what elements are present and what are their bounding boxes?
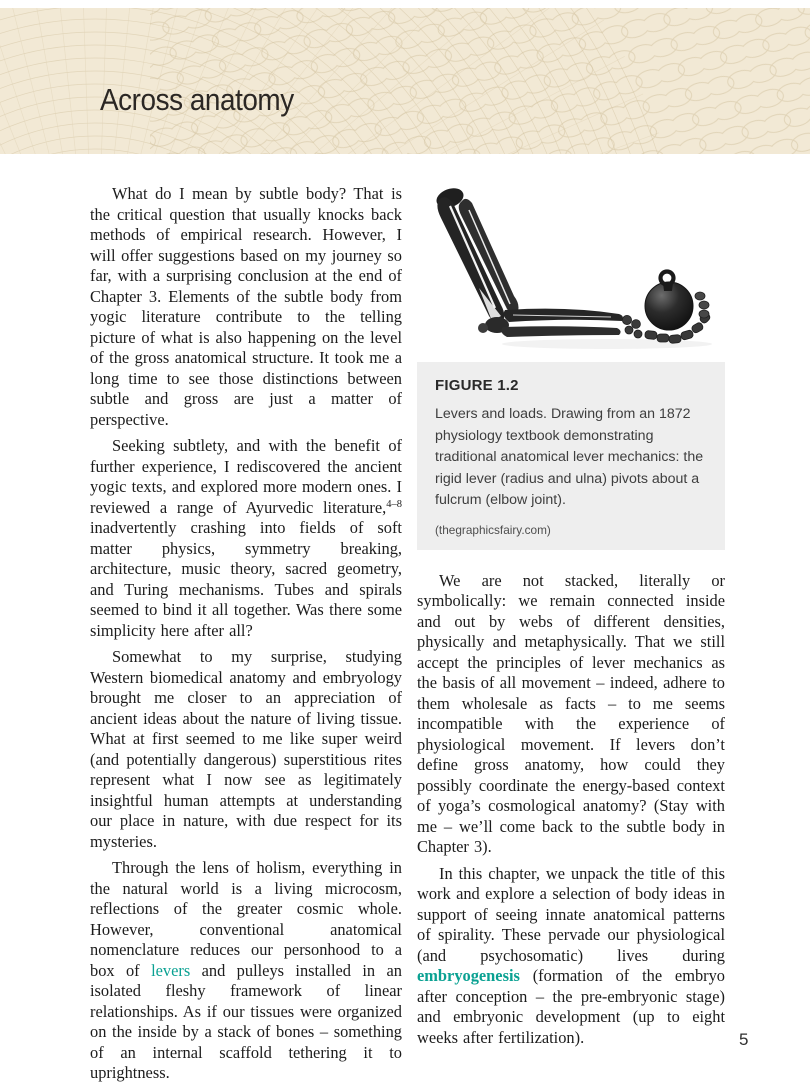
paragraph-text: and pulleys installed in an isolated fleshy framework of linear relationships. As if our tissues were organized on the inside by a stack of bones – something of an internal scaffold tethering it to uprightness. xyxy=(90,960,402,1082)
paragraph-text: We are not stacked, literally or symbolically: we remain connected inside and out by webs of different densities, physically and metaphysically. That we still accept the principles of lever mechanics as the basis of all movement – indeed, adhere to them wholesale as facts – to me seems incompatible with the experience of physiological movement. If levers don’t define gross anatomy, how could they possibly coordinate the energy-based context of yoga’s cosmological anatomy? (Stay with me – we’ll come back to the subtle body in Chapter 3). xyxy=(417,570,725,856)
figure-caption-box xyxy=(417,362,725,550)
ball-weight xyxy=(645,272,693,331)
left-text-column xyxy=(90,184,402,1090)
paragraph xyxy=(417,864,725,1049)
page-number: 5 xyxy=(739,1030,749,1049)
right-column xyxy=(417,184,725,1054)
guilloche-pattern-decoration xyxy=(0,8,810,154)
wrist-bones xyxy=(622,315,642,338)
embryogenesis-link[interactable]: embryogenesis xyxy=(417,966,520,985)
paragraph xyxy=(90,858,402,1084)
paragraph-text: Seeking subtlety, and with the benefit of further experience, I rediscovered the ancient yogic texts, and explored more modern ones. I reviewed a range of Ayurvedic literature, xyxy=(90,436,402,517)
figure-caption: Levers and loads. Drawing from an 1872 physiology textbook demonstrating traditional anatomical lever mechanics: the rigid lever (radius and ulna) pivots about a fulcrum (elbow joint). xyxy=(435,406,704,508)
arm-lever-illustration xyxy=(417,184,725,354)
chapter-header-banner xyxy=(0,8,810,154)
paragraph-text: inadvertently crashing into fields of soft matter physics, symmetry breaking, architecture, music theory, sacred geometry, and Turing mechanisms. Tubes and spirals seemed to bind it all together. Was there some simplicity here after all? xyxy=(90,518,402,640)
paragraph xyxy=(90,436,402,641)
forearm-bones xyxy=(501,309,623,337)
figure-source: (thegraphicsfairy.com) xyxy=(435,522,551,537)
paragraph-text: Somewhat to my surprise, studying Western biomedical anatomy and embryology brought me closer to an appreciation of ancient ideas about the nature of living tissue. What at first seemed to me like super weird (and potentially dangerous) superstitious rites represent what I now see as legitimately insightful human attempts at understanding our place in nature, with due respect for its mysteries. xyxy=(90,647,402,851)
chain-pattern-area xyxy=(150,8,810,154)
fingertips xyxy=(695,292,709,318)
figure-label: FIGURE 1.2 xyxy=(435,377,519,394)
footnote-reference[interactable]: 4–8 xyxy=(386,498,402,510)
upper-arm-bones xyxy=(434,185,519,323)
paragraph-text: In this chapter, we unpack the title of this work and explore a selection of body ideas in support of seeing innate anatomical patterns of spirality. These pervade our physiological (and psychosomatic) lives during xyxy=(417,863,725,965)
paragraph-text: What do I mean by subtle body? That is the critical question that usually knocks back methods of empirical research. However, I will offer suggestions based on my journey so far, with a surprising conclusion at the end of Chapter 3. Elements of the subtle body from yogic literature contribute to the telling picture of what is also happening on the level of the gross anatomical structure. It took me a long time to see those distinctions between subtle and gross are just a matter of perspective. xyxy=(90,184,402,429)
chapter-title: Across anatomy xyxy=(100,82,294,117)
paragraph-text: (formation of the embryo after conception – the pre-embryonic stage) and embryonic development (up to eight weeks after fertilization). xyxy=(417,966,725,1047)
paragraph-text: Through the lens of holism, everything in the natural world is a living microcosm, reflections of the greater cosmic whole. However, conventional anatomical nomenclature reduces our personhood to a box of xyxy=(90,858,402,980)
paragraph xyxy=(417,571,725,858)
levers-link[interactable]: levers xyxy=(151,960,191,980)
paragraph xyxy=(90,647,402,852)
paragraph xyxy=(90,184,402,430)
